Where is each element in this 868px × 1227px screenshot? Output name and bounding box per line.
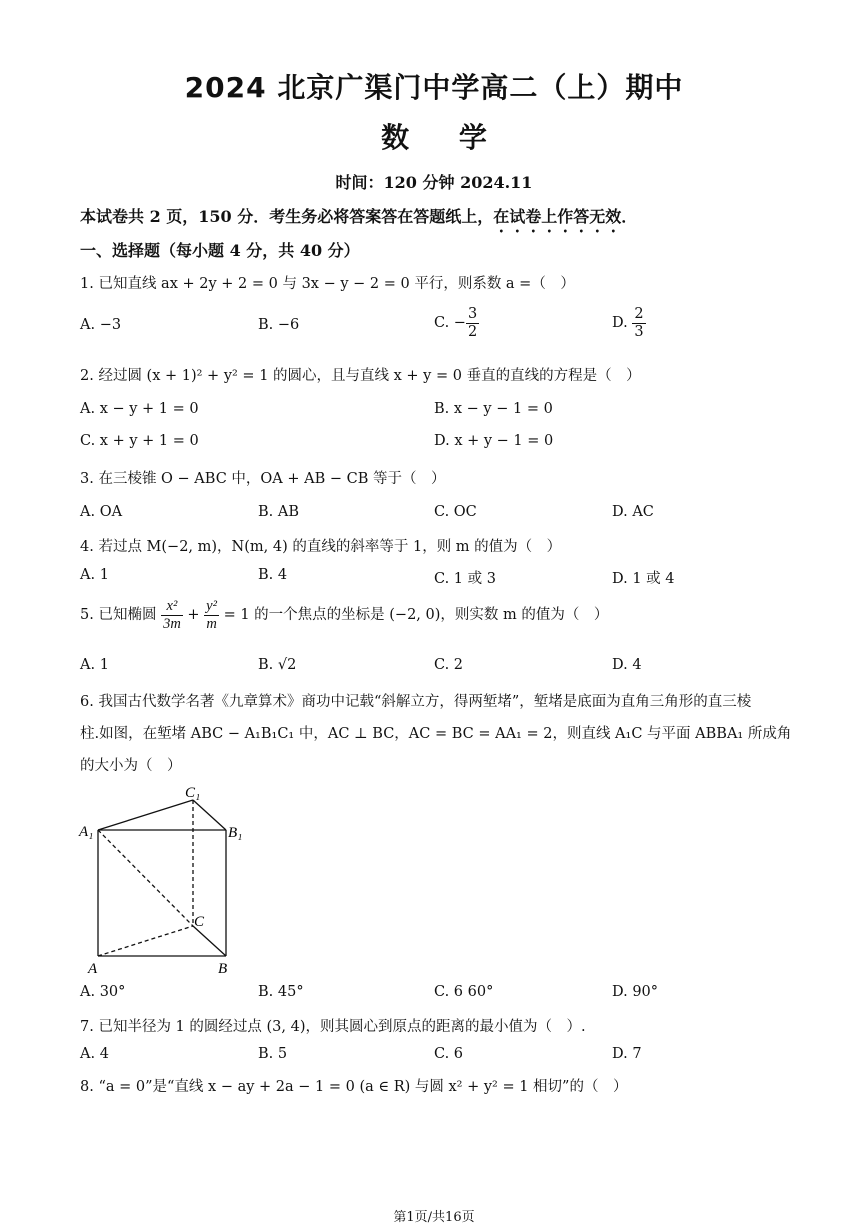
question-7-option-d: D. 7	[612, 1046, 642, 1062]
question-3-stem: 3. 在三棱锥 O − ABC 中，OA + AB − CB 等于（ ）	[80, 471, 446, 487]
notice-prefix: 本试卷共 2 页，150 分．考生务必将答案答在答题纸上，	[80, 207, 494, 226]
label-b1: B₁	[228, 825, 243, 841]
fraction: $\frac{2}{3}$	[634, 306, 644, 340]
notice-emphasis: 在试卷上作答无效	[493, 207, 622, 226]
question-1-option-c: C. − $\frac{3}{2}$	[434, 306, 478, 340]
question-3-option-d: D. AC	[612, 504, 654, 520]
question-4-option-d: D. 1 或 4	[612, 571, 675, 587]
subject-title: 数 学	[381, 121, 487, 154]
edge-c1b1	[193, 800, 226, 830]
question-3-option-b: B. AB	[258, 504, 300, 520]
question-6-option-b: B. 45°	[258, 984, 304, 1000]
question-6-option-a: A. 30°	[80, 984, 126, 1000]
question-3-option-c: C. OC	[434, 504, 477, 520]
question-1-option-a: A. −3	[80, 317, 122, 333]
question-7-option-b: B. 5	[258, 1046, 288, 1062]
notice-suffix: ．	[621, 207, 638, 226]
label-c: C	[194, 914, 205, 930]
question-3-option-a: A. OA	[80, 504, 123, 520]
prism-figure	[76, 780, 266, 980]
edge-a1c1	[98, 800, 193, 830]
question-2-option-c: C. x + y + 1 = 0	[80, 433, 199, 449]
question-2-stem: 2. 经过圆 (x + 1)² + y² = 1 的圆心，且与直线 x + y = 0 垂直的直线的方程是（ ）	[80, 368, 641, 384]
question-2-option-b: B. x − y − 1 = 0	[434, 401, 553, 417]
question-7-option-c: C. 6	[434, 1046, 464, 1062]
label-a1: A₁	[79, 824, 94, 840]
question-6-line-1: 6. 我国古代数学名著《九章算术》商功中记载“斜解立方，得两堑堵”，堑堵是底面为直角三角形的直三棱	[80, 694, 752, 710]
label-c1: C₁	[185, 785, 201, 801]
fraction: $\frac{\text{x²}}{3m}$	[163, 598, 181, 632]
question-4-option-a: A. 1	[80, 567, 109, 583]
edge-a1c-hidden	[98, 830, 193, 926]
question-1-option-b: B. −6	[258, 317, 300, 333]
question-5-option-a: A. 1	[80, 657, 109, 673]
page-footer: 第1页/共16页	[393, 1210, 475, 1225]
question-2-option-d: D. x + y − 1 = 0	[434, 433, 554, 449]
fraction: $\frac{3}{2}$	[467, 306, 478, 340]
question-5-option-b: B. √2	[258, 657, 297, 673]
question-6-line-2: 柱.如图，在堑堵 ABC − A₁B₁C₁ 中，AC ⊥ BC，AC = BC = AA₁ = 2，则直线 A₁C 与平面 ABBA₁ 所成角	[80, 726, 792, 742]
question-4-option-b: B. 4	[258, 567, 288, 583]
question-4-stem: 4. 若过点 M(−2, m)，N(m, 4) 的直线的斜率等于 1，则 m 的值为（ ）	[80, 539, 562, 555]
exam-title: 2024 北京广渠门中学高二（上）期中	[184, 71, 684, 104]
fraction: $\frac{\text{y²}}{m}$	[206, 598, 217, 632]
question-7-stem: 7. 已知半径为 1 的圆经过点 (3, 4)，则其圆心到原点的距离的最小值为（ ）.	[80, 1019, 586, 1035]
question-8-stem: 8. “a = 0”是“直线 x − ay + 2a − 1 = 0 (a ∈ R) 与圆 x² + y² = 1 相切”的（ ）	[80, 1079, 628, 1095]
question-1-option-d: D. $\frac{2}{3}$	[612, 306, 644, 340]
label-b: B	[218, 961, 228, 977]
question-4-option-c: C. 1 或 3	[434, 571, 496, 587]
question-7-option-a: A. 4	[80, 1046, 109, 1062]
question-5-stem: 5. 已知椭圆 $\frac{\text{x²}}{3m}$ + $\frac{\text{y²}}{m}$ = 1 的一个焦点的坐标是 (−2, 0)，则实数 m 的值为（ ）	[80, 598, 609, 632]
question-1-stem: 1. 已知直线 ax + 2y + 2 = 0 与 3x − y − 2 = 0 平行，则系数 a =（ ）	[80, 276, 575, 292]
question-6-option-c: C. 6 60°	[434, 984, 494, 1000]
edge-cb	[193, 926, 226, 956]
question-2-option-a: A. x − y + 1 = 0	[80, 401, 199, 417]
edge-ac-hidden	[98, 926, 193, 956]
question-5-option-d: D. 4	[612, 657, 642, 673]
question-5-option-c: C. 2	[434, 657, 464, 673]
question-6-line-3: 的大小为（ ）	[80, 758, 182, 774]
exam-notice	[80, 204, 637, 236]
label-a: A	[88, 961, 98, 977]
exam-time-info: 时间：120 分钟 2024.11	[335, 173, 533, 192]
question-6-option-d: D. 90°	[612, 984, 659, 1000]
section-title: 一、选择题（每小题 4 分，共 40 分）	[80, 241, 360, 260]
